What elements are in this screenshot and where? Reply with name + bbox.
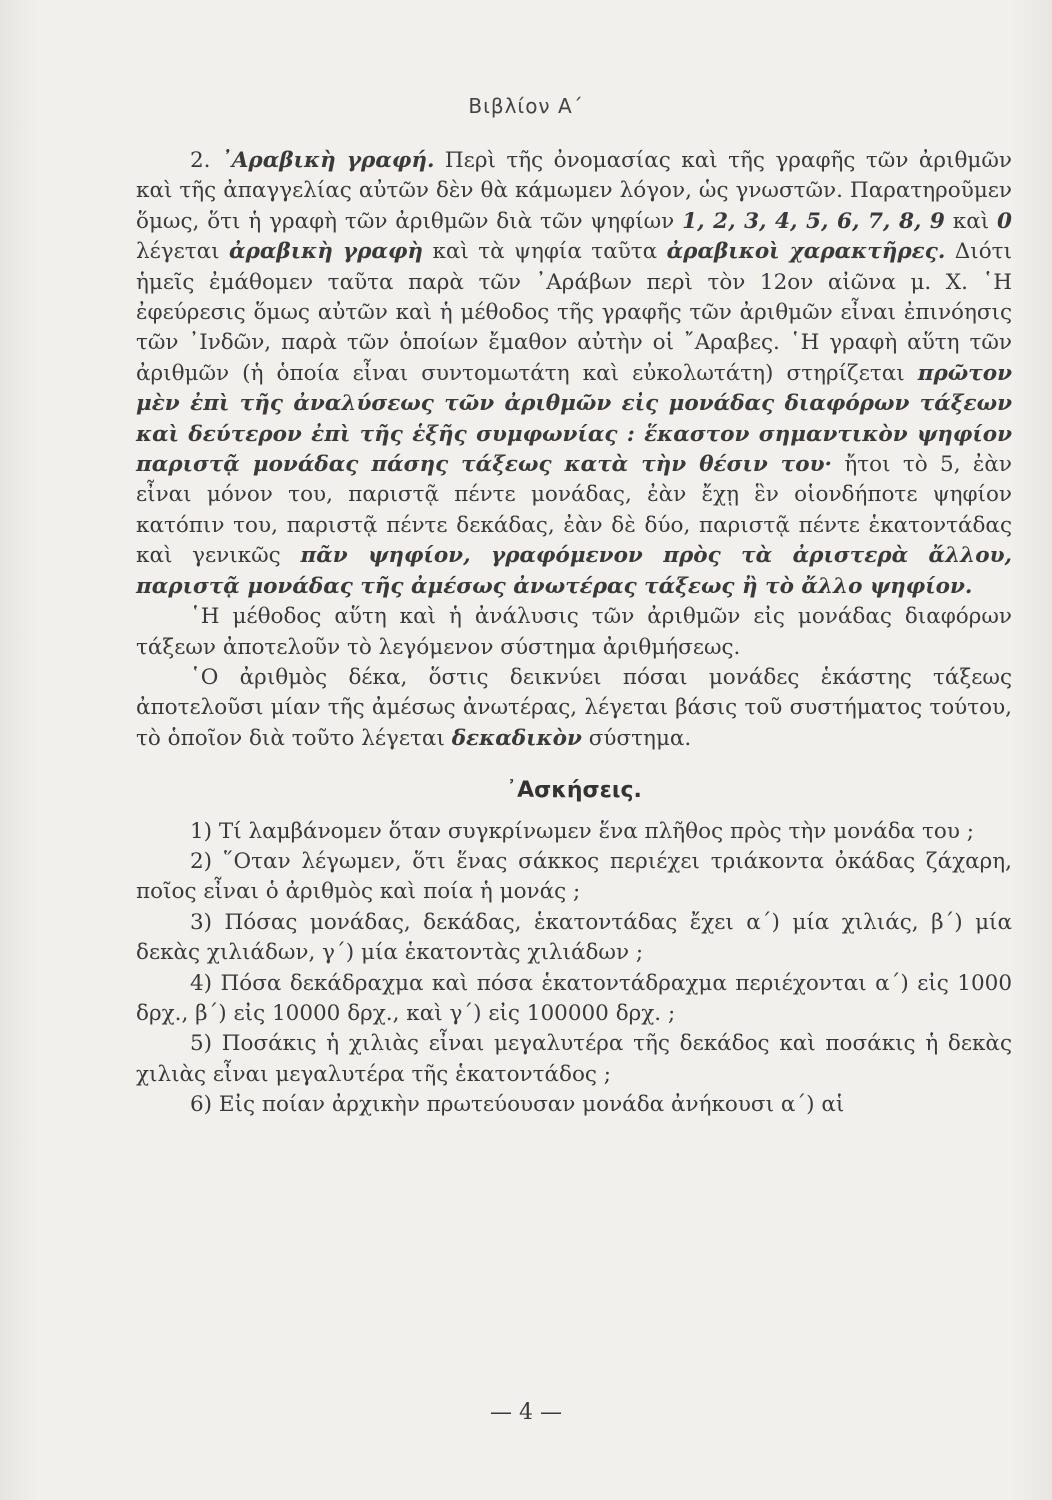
digit-list: 1, 2, 3, 4, 5, 6, 7, 8, 9 xyxy=(682,208,945,234)
text-run: σύστημα. xyxy=(581,725,692,751)
section-number: 2. xyxy=(190,148,211,173)
running-header: Βιβλίον Α΄ xyxy=(468,94,584,118)
exercise-item: 4) Πόσα δεκάδραχμα καὶ πόσα ἑκατοντάδραχμα περιέχονται α΄) εἰς 1000 δρχ., β΄) εἰς 10000 δρχ., καὶ γ΄) εἰς 100000 δρχ. ; xyxy=(136,970,1012,1026)
text-run: Περὶ τῆς ὀνομασίας καὶ τῆς γραφῆς τῶν ἀριθμῶν καὶ τῆς ἀπαγγελίας αὐτῶν δὲν θὰ κάμωμεν λόγον, ὡς γνωστῶν. Παρατηροῦμεν ὅμως, ὅτι ἡ γραφὴ τῶν ἀριθμῶν διὰ τῶν ψηφίων xyxy=(136,148,1012,234)
emphasis-term: ἀραβικοὶ χαρακτῆρες. xyxy=(666,239,946,265)
section-2-paragraph xyxy=(136,146,1012,602)
zero-digit: 0 xyxy=(997,208,1012,234)
exercise-item: 1) Τί λαμβάνομεν ὅταν συγκρίνωμεν ἕνα πλῆθος πρὸς τὴν μονάδα του ; xyxy=(190,818,975,844)
text-run: ῾Ο ἀριθμὸς δέκα, ὅστις δεικνύει πόσαι μονάδες ἑκάστης τάξεως ἀποτελοῦσι μίαν τῆς ἀμέσως ἀνωτέρας, λέγεται βάσις τοῦ συστήματος τούτου, τὸ ὁποῖον διὰ τοῦτο λέγεται xyxy=(136,664,1012,751)
base-paragraph xyxy=(136,663,1012,754)
text-run: λέγεται xyxy=(136,239,230,265)
page-body xyxy=(136,146,1012,1121)
method-paragraph: ῾Η μέθοδος αὕτη καὶ ἡ ἀνάλυσις τῶν ἀριθμῶν εἰς μονάδας διαφόρων τάξεων ἀποτελοῦν τὸ λεγόμενον σύστημα ἀριθμήσεως. xyxy=(136,604,1012,660)
exercise-item: 6) Εἰς ποίαν ἀρχικὴν πρωτεύουσαν μονάδα ἀνήκουσι α΄) αἱ xyxy=(190,1092,845,1118)
text-run: καὶ τὰ ψηφία ταῦτα xyxy=(423,239,667,265)
emphasis-rule: πᾶν ψηφίον, γραφόμενον πρὸς τὰ ἀριστερὰ ἄλλου, παριστᾷ μονάδας τῆς ἀμέσως ἀνωτέρας τάξεως ἢ τὸ ἄλλο ψηφίον. xyxy=(136,543,1012,599)
exercise-item: 2) ῞Οταν λέγωμεν, ὅτι ἕνας σάκκος περιέχει τριάκοντα ὀκάδας ζάχαρη, ποῖος εἶναι ὁ ἀριθμὸς καὶ ποία ἡ μονάς ; xyxy=(136,848,1012,905)
page-number: — 4 — xyxy=(490,1400,562,1425)
exercise-item: 5) Ποσάκις ἡ χιλιὰς εἶναι μεγαλυτέρα τῆς δεκάδος καὶ ποσάκις ἡ δεκὰς χιλιὰς εἶναι μεγαλυτέρα τῆς ἑκατοντάδος ; xyxy=(136,1031,1012,1087)
text-run: ἤτοι τὸ 5, ἐὰν εἶναι μόνον του, παριστᾷ πέντε μονάδας, ἐὰν ἔχῃ ἓν οἱονδήποτε ψηφίον κατόπιν του, παριστᾷ πέντε δεκάδας, ἐὰν δὲ δύο, παριστᾷ πέντε ἑκατοντάδας καὶ γενικῶς xyxy=(136,452,1012,569)
section-title: ᾿Αραβικὴ γραφή. xyxy=(221,148,435,173)
emphasis-term: ἀραβικὴ γραφὴ xyxy=(229,239,424,265)
exercises-heading: ᾿Ασκήσεις. xyxy=(506,778,642,804)
text-run: καὶ xyxy=(944,208,998,234)
emphasis-term: δεκαδικὸν xyxy=(451,725,582,751)
exercise-item: 3) Πόσας μονάδας, δεκάδας, ἑκατοντάδας ἔχει α΄) μία χιλιάς, β΄) μία δεκὰς χιλιάδων, γ΄) μία ἑκατοντὰς χιλιάδων ; xyxy=(136,909,1012,966)
emphasis-rule: πρῶτον μὲν ἐπὶ τῆς ἀναλύσεως τῶν ἀριθμῶν εἰς μονάδας διαφόρων τάξεων καὶ δεύτερον ἐπὶ τῆς ἑξῆς συμφωνίας : ἕκαστον σημαντικὸν ψηφίον παριστᾷ μονάδας πάσης τάξεως κατὰ τὴν θέσιν του· xyxy=(136,360,1012,478)
text-run: Διότι ἡμεῖς ἐμάθομεν ταῦτα παρὰ τῶν ᾿Αράβων περὶ τὸν 12ον αἰῶνα μ. Χ. ῾Η ἐφεύρεσις ὅμως αὐτῶν καὶ ἡ μέθοδος τῆς γραφῆς τῶν ἀριθμῶν εἶναι ἐπινόησις τῶν ᾿Ινδῶν, παρὰ τῶν ὁποίων ἔμαθον αὐτὴν οἱ ῎Αραβες. ῾Η γραφὴ αὕτη τῶν ἀριθμῶν (ἡ ὁποία εἶναι συντομωτάτη καὶ εὐκολωτάτη) στηρίζεται xyxy=(136,239,1012,386)
